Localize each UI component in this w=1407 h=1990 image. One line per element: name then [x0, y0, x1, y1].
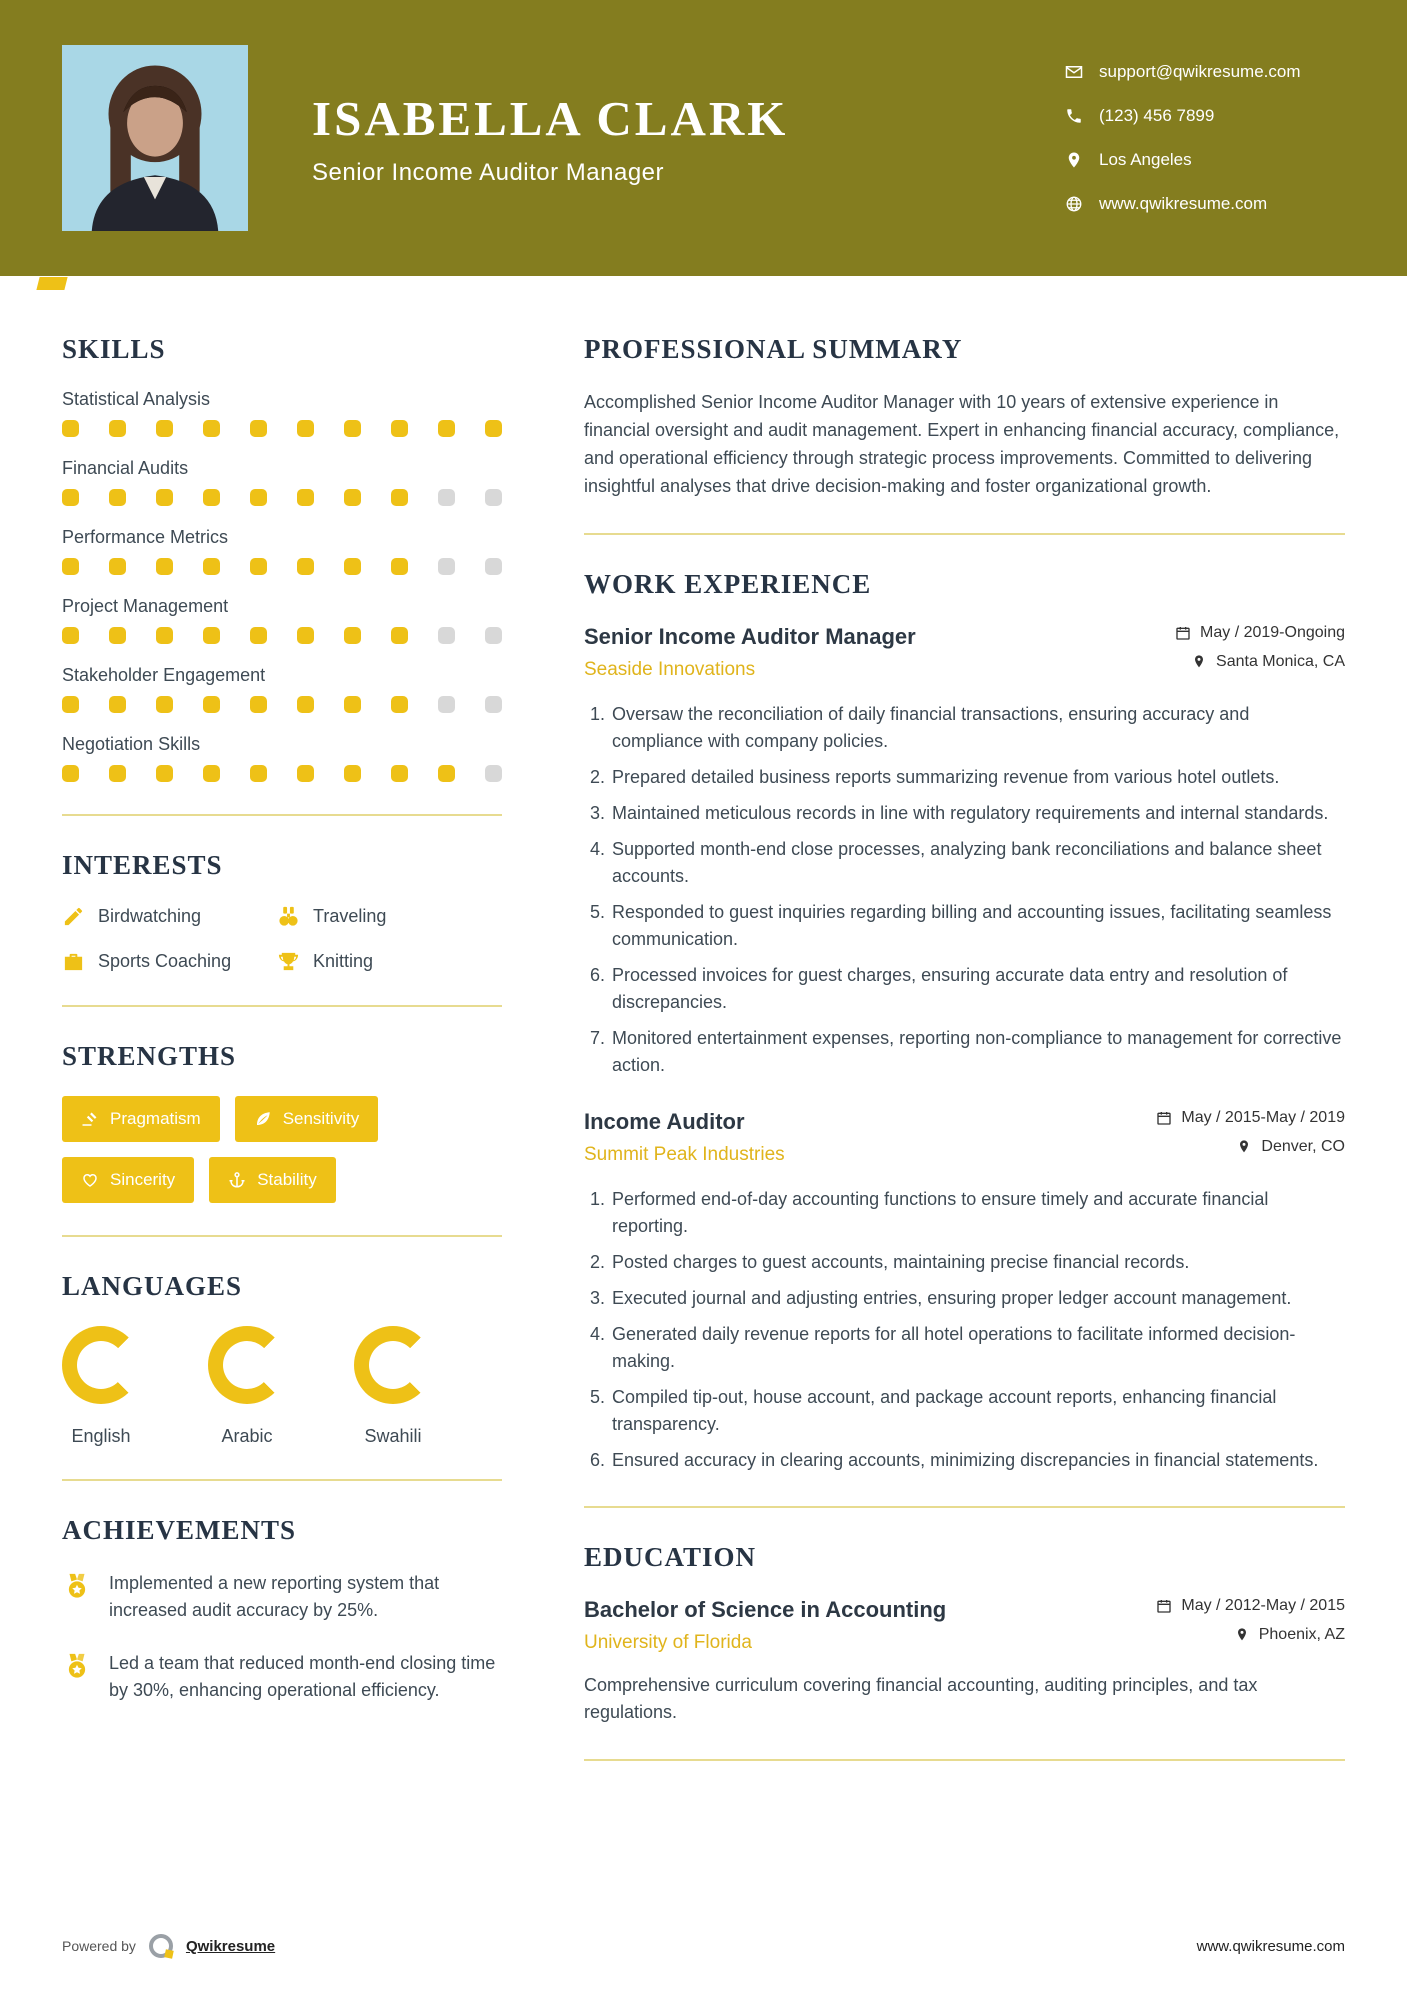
calendar-icon	[1156, 1110, 1172, 1126]
skill-dot	[438, 627, 455, 644]
skill-dot	[438, 420, 455, 437]
job-header	[584, 1109, 1345, 1166]
skill-dot	[438, 765, 455, 782]
skill-dot	[391, 627, 408, 644]
skill-item	[62, 734, 502, 782]
medal-icon	[62, 1652, 92, 1682]
strengths-list	[62, 1096, 452, 1203]
skill-level-dots	[62, 627, 502, 644]
job-dates: May / 2015-May / 2019	[1181, 1108, 1345, 1126]
job-bullet: 6. Ensured accuracy in clearing accounts, minimizing discrepancies in financial statements.	[610, 1447, 1345, 1474]
pin-icon	[1234, 1627, 1250, 1643]
skill-dot	[62, 696, 79, 713]
job-title: Senior Income Auditor Manager	[584, 623, 916, 649]
skill-dot	[391, 765, 408, 782]
skill-dot	[62, 765, 79, 782]
languages-section	[62, 1271, 502, 1447]
job-bullet: 2. Prepared detailed business reports summarizing revenue from various hotel outlets.	[610, 764, 1345, 791]
education-meta	[1156, 1597, 1345, 1644]
strength-badge	[209, 1157, 336, 1203]
skill-dot	[297, 696, 314, 713]
language-label: Swahili	[364, 1426, 422, 1446]
skill-level-dots	[62, 489, 502, 506]
pin-icon	[1191, 654, 1207, 670]
job-entry	[584, 624, 1345, 1079]
job-bullet: 3. Maintained meticulous records in line with regulatory requirements and internal standards.	[610, 800, 1345, 827]
qwikresume-link[interactable]: Qwikresume	[185, 1937, 276, 1955]
footer-brand	[62, 1932, 275, 1960]
job-bullet: 4. Supported month-end close processes, analyzing bank reconciliations and balance sheet accounts.	[610, 836, 1345, 890]
skill-dot	[156, 489, 173, 506]
job-bullet: 4. Generated daily revenue reports for all hotel operations to facilitate informed decision-making.	[610, 1321, 1345, 1375]
skill-dot	[109, 420, 126, 437]
education-title-block	[584, 1597, 946, 1654]
job-title: Income Auditor	[584, 1108, 745, 1134]
skill-dot	[203, 765, 220, 782]
skill-name: Financial Audits	[62, 458, 189, 478]
section-divider	[62, 1479, 502, 1481]
language-item	[62, 1326, 140, 1447]
skill-dot	[203, 420, 220, 437]
language-item	[208, 1326, 286, 1447]
languages-list	[62, 1326, 502, 1447]
gavel-icon	[81, 1110, 99, 1128]
skill-dot	[344, 696, 361, 713]
work-experience-section	[584, 569, 1345, 1474]
skill-dot	[344, 420, 361, 437]
skill-dot	[156, 420, 173, 437]
job-bullet-list	[584, 1186, 1345, 1474]
job-location: Denver, CO	[1261, 1137, 1345, 1155]
left-column	[62, 334, 502, 1795]
trophy-icon	[277, 950, 300, 973]
profile-photo-image	[62, 45, 248, 231]
skill-dot	[203, 627, 220, 644]
achievements-section	[62, 1515, 502, 1704]
strengths-heading: STRENGTHS	[62, 1041, 237, 1071]
job-dates-row	[1175, 624, 1345, 642]
skills-heading: SKILLS	[62, 334, 166, 364]
skill-dot	[297, 420, 314, 437]
right-column	[584, 334, 1345, 1795]
skill-dot	[203, 558, 220, 575]
candidate-name: ISABELLA CLARK	[312, 90, 789, 146]
location-pin-icon	[1065, 151, 1083, 169]
interest-label: Birdwatching	[98, 906, 202, 926]
skill-dot	[485, 489, 502, 506]
strength-badge	[235, 1096, 379, 1142]
section-divider	[584, 1759, 1345, 1761]
contact-location[interactable]	[1065, 150, 1345, 170]
section-divider	[62, 1235, 502, 1237]
job-title-block	[584, 624, 916, 681]
skill-item	[62, 665, 502, 713]
skill-dot	[297, 558, 314, 575]
interests-grid	[62, 905, 502, 973]
skill-dot	[62, 489, 79, 506]
contact-location-text: Los Angeles	[1099, 150, 1192, 169]
leaf-icon	[254, 1110, 272, 1128]
language-label: English	[71, 1426, 131, 1446]
skill-dot	[391, 420, 408, 437]
header-accent-mark	[36, 277, 67, 290]
skill-item	[62, 596, 502, 644]
skill-dot	[438, 696, 455, 713]
summary-heading: PROFESSIONAL SUMMARY	[584, 334, 963, 364]
strength-label: Sincerity	[110, 1170, 176, 1189]
interest-label: Sports Coaching	[98, 951, 232, 971]
job-bullet: 6. Processed invoices for guest charges, ensuring accurate data entry and resolution of discrepancies.	[610, 962, 1345, 1016]
job-dates: May / 2019-Ongoing	[1200, 623, 1345, 641]
skill-dot	[438, 489, 455, 506]
skill-dot	[344, 489, 361, 506]
skill-dot	[344, 558, 361, 575]
skill-item	[62, 527, 502, 575]
job-bullet: 5. Compiled tip-out, house account, and package account reports, enhancing financial transparency.	[610, 1384, 1345, 1438]
language-label: Arabic	[221, 1426, 273, 1446]
anchor-icon	[228, 1171, 246, 1189]
footer-website-link[interactable]: www.qwikresume.com	[1196, 1937, 1345, 1955]
education-description: Comprehensive curriculum covering financial accounting, auditing principles, and tax regulations.	[584, 1674, 1258, 1723]
skill-dot	[62, 420, 79, 437]
strength-label: Stability	[257, 1170, 317, 1189]
skill-dot	[156, 627, 173, 644]
job-location-row	[1191, 653, 1345, 671]
pen-icon	[62, 905, 85, 928]
skill-dot	[156, 558, 173, 575]
skill-dot	[62, 558, 79, 575]
skill-dot	[391, 489, 408, 506]
pin-icon	[1236, 1139, 1252, 1155]
skill-dot	[485, 696, 502, 713]
skill-dot	[109, 558, 126, 575]
powered-by-label: Powered by	[62, 1938, 136, 1954]
job-header	[584, 624, 1345, 681]
education-heading: EDUCATION	[584, 1541, 757, 1572]
email-icon	[1065, 63, 1083, 81]
section-divider	[584, 533, 1345, 535]
skill-dot	[109, 627, 126, 644]
job-entry	[584, 1109, 1345, 1474]
interest-item	[62, 905, 277, 928]
section-divider	[584, 1506, 1345, 1508]
skill-dot	[250, 420, 267, 437]
skill-dot	[156, 696, 173, 713]
skill-dot	[485, 765, 502, 782]
skill-name: Negotiation Skills	[62, 734, 201, 754]
bag-icon	[62, 950, 85, 973]
interest-item	[62, 950, 277, 973]
summary-text: Accomplished Senior Income Auditor Manager with 10 years of extensive experience in financial oversight and audit management. Expert in enhancing financial accuracy, compliance, and operational efficiency through strategic process improvements. Committed to delivering insightful analyses that drive decision-making and foster organizational growth.	[584, 392, 1340, 496]
education-dates-row	[1156, 1597, 1345, 1615]
heart-icon	[81, 1171, 99, 1189]
calendar-icon	[1175, 625, 1191, 641]
strength-label: Sensitivity	[282, 1109, 360, 1128]
interest-label: Knitting	[313, 951, 374, 971]
contact-list	[1065, 62, 1345, 214]
name-block	[312, 90, 1065, 187]
skill-level-dots	[62, 420, 502, 437]
skill-name: Statistical Analysis	[62, 389, 211, 409]
skill-level-dots	[62, 558, 502, 575]
skill-dot	[250, 489, 267, 506]
globe-icon	[1065, 195, 1083, 213]
qwikresume-logo-icon	[147, 1932, 175, 1960]
skill-dot	[344, 765, 361, 782]
skill-item	[62, 389, 502, 437]
contact-email-text: support@qwikresume.com	[1099, 62, 1301, 81]
language-level-ring	[354, 1326, 432, 1404]
achievement-text: Led a team that reduced month-end closing time by 30%, enhancing operational efficiency.	[109, 1653, 496, 1700]
job-bullet: 1. Oversaw the reconciliation of daily financial transactions, ensuring accuracy and compliance with company policies.	[610, 701, 1345, 755]
skill-dot	[250, 765, 267, 782]
education-section	[584, 1542, 1345, 1728]
skill-item	[62, 458, 502, 506]
job-dates-row	[1156, 1109, 1345, 1127]
achievement-item	[62, 1650, 502, 1704]
job-bullet: 3. Executed journal and adjusting entries, ensuring proper ledger account management.	[610, 1285, 1345, 1312]
summary-section	[584, 334, 1345, 501]
contact-website[interactable]	[1065, 194, 1345, 214]
work-heading: WORK EXPERIENCE	[584, 568, 872, 599]
skill-dot	[297, 489, 314, 506]
skill-dot	[438, 558, 455, 575]
job-meta	[1175, 624, 1345, 671]
skill-name: Performance Metrics	[62, 527, 229, 547]
achievement-text: Implemented a new reporting system that increased audit accuracy by 25%.	[109, 1573, 440, 1620]
medal-icon	[62, 1572, 92, 1602]
section-divider	[62, 814, 502, 816]
job-bullet: 2. Posted charges to guest accounts, maintaining precise financial records.	[610, 1249, 1345, 1276]
job-bullet: 7. Monitored entertainment expenses, reporting non-compliance to management for corrective action.	[610, 1025, 1345, 1079]
skill-dot	[485, 420, 502, 437]
contact-email[interactable]	[1065, 62, 1345, 82]
achievement-item	[62, 1570, 502, 1624]
skill-level-dots	[62, 696, 502, 713]
skill-dot	[203, 696, 220, 713]
skill-dot	[109, 696, 126, 713]
strength-badge	[62, 1096, 220, 1142]
skill-dot	[250, 696, 267, 713]
skill-dot	[344, 627, 361, 644]
contact-phone[interactable]	[1065, 106, 1345, 126]
skill-name: Stakeholder Engagement	[62, 665, 266, 685]
language-level-ring	[208, 1326, 286, 1404]
job-location: Santa Monica, CA	[1216, 652, 1345, 670]
skill-dot	[391, 696, 408, 713]
education-location-row	[1234, 1626, 1345, 1644]
interests-heading: INTERESTS	[62, 850, 223, 880]
job-bullet: 1. Performed end-of-day accounting functions to ensure timely and accurate financial reporting.	[610, 1186, 1345, 1240]
job-company: Summit Peak Industries	[584, 1143, 785, 1165]
interests-section	[62, 850, 502, 973]
language-item	[354, 1326, 432, 1447]
header	[0, 0, 1407, 276]
languages-heading: LANGUAGES	[62, 1271, 243, 1301]
skill-dot	[485, 558, 502, 575]
education-school: University of Florida	[584, 1631, 752, 1653]
section-divider	[62, 1005, 502, 1007]
skill-dot	[109, 489, 126, 506]
job-meta	[1156, 1109, 1345, 1156]
education-dates: May / 2012-May / 2015	[1181, 1596, 1345, 1614]
strength-label: Pragmatism	[110, 1109, 201, 1128]
phone-icon	[1065, 107, 1083, 125]
skill-level-dots	[62, 765, 502, 782]
education-header	[584, 1597, 1345, 1654]
contact-phone-text: (123) 456 7899	[1099, 106, 1215, 125]
achievements-heading: ACHIEVEMENTS	[62, 1515, 297, 1545]
job-title-block	[584, 1109, 785, 1166]
job-bullet-list	[584, 701, 1345, 1079]
skills-section	[62, 334, 502, 782]
content	[0, 276, 1407, 1795]
skill-name: Project Management	[62, 596, 229, 616]
job-company: Seaside Innovations	[584, 658, 756, 680]
binoculars-icon	[277, 905, 300, 928]
interest-item	[277, 950, 502, 973]
profile-photo	[62, 45, 248, 231]
contact-website-text: www.qwikresume.com	[1099, 194, 1268, 213]
skill-dot	[485, 627, 502, 644]
skill-dot	[250, 627, 267, 644]
skill-dot	[297, 765, 314, 782]
strengths-section	[62, 1041, 502, 1203]
skill-dot	[250, 558, 267, 575]
skill-dot	[62, 627, 79, 644]
skill-dot	[109, 765, 126, 782]
skill-dot	[156, 765, 173, 782]
job-location-row	[1236, 1138, 1345, 1156]
job-bullet: 5. Responded to guest inquiries regarding billing and accounting issues, facilitating seamless communication.	[610, 899, 1345, 953]
interest-item	[277, 905, 502, 928]
language-level-ring	[62, 1326, 140, 1404]
candidate-title: Senior Income Auditor Manager	[312, 158, 665, 186]
education-location: Phoenix, AZ	[1258, 1625, 1345, 1643]
strength-badge	[62, 1157, 194, 1203]
education-degree: Bachelor of Science in Accounting	[584, 1596, 947, 1622]
calendar-icon	[1156, 1598, 1172, 1614]
footer	[62, 1932, 1345, 1960]
skill-dot	[203, 489, 220, 506]
interest-label: Traveling	[313, 906, 387, 926]
skill-dot	[391, 558, 408, 575]
skill-dot	[297, 627, 314, 644]
